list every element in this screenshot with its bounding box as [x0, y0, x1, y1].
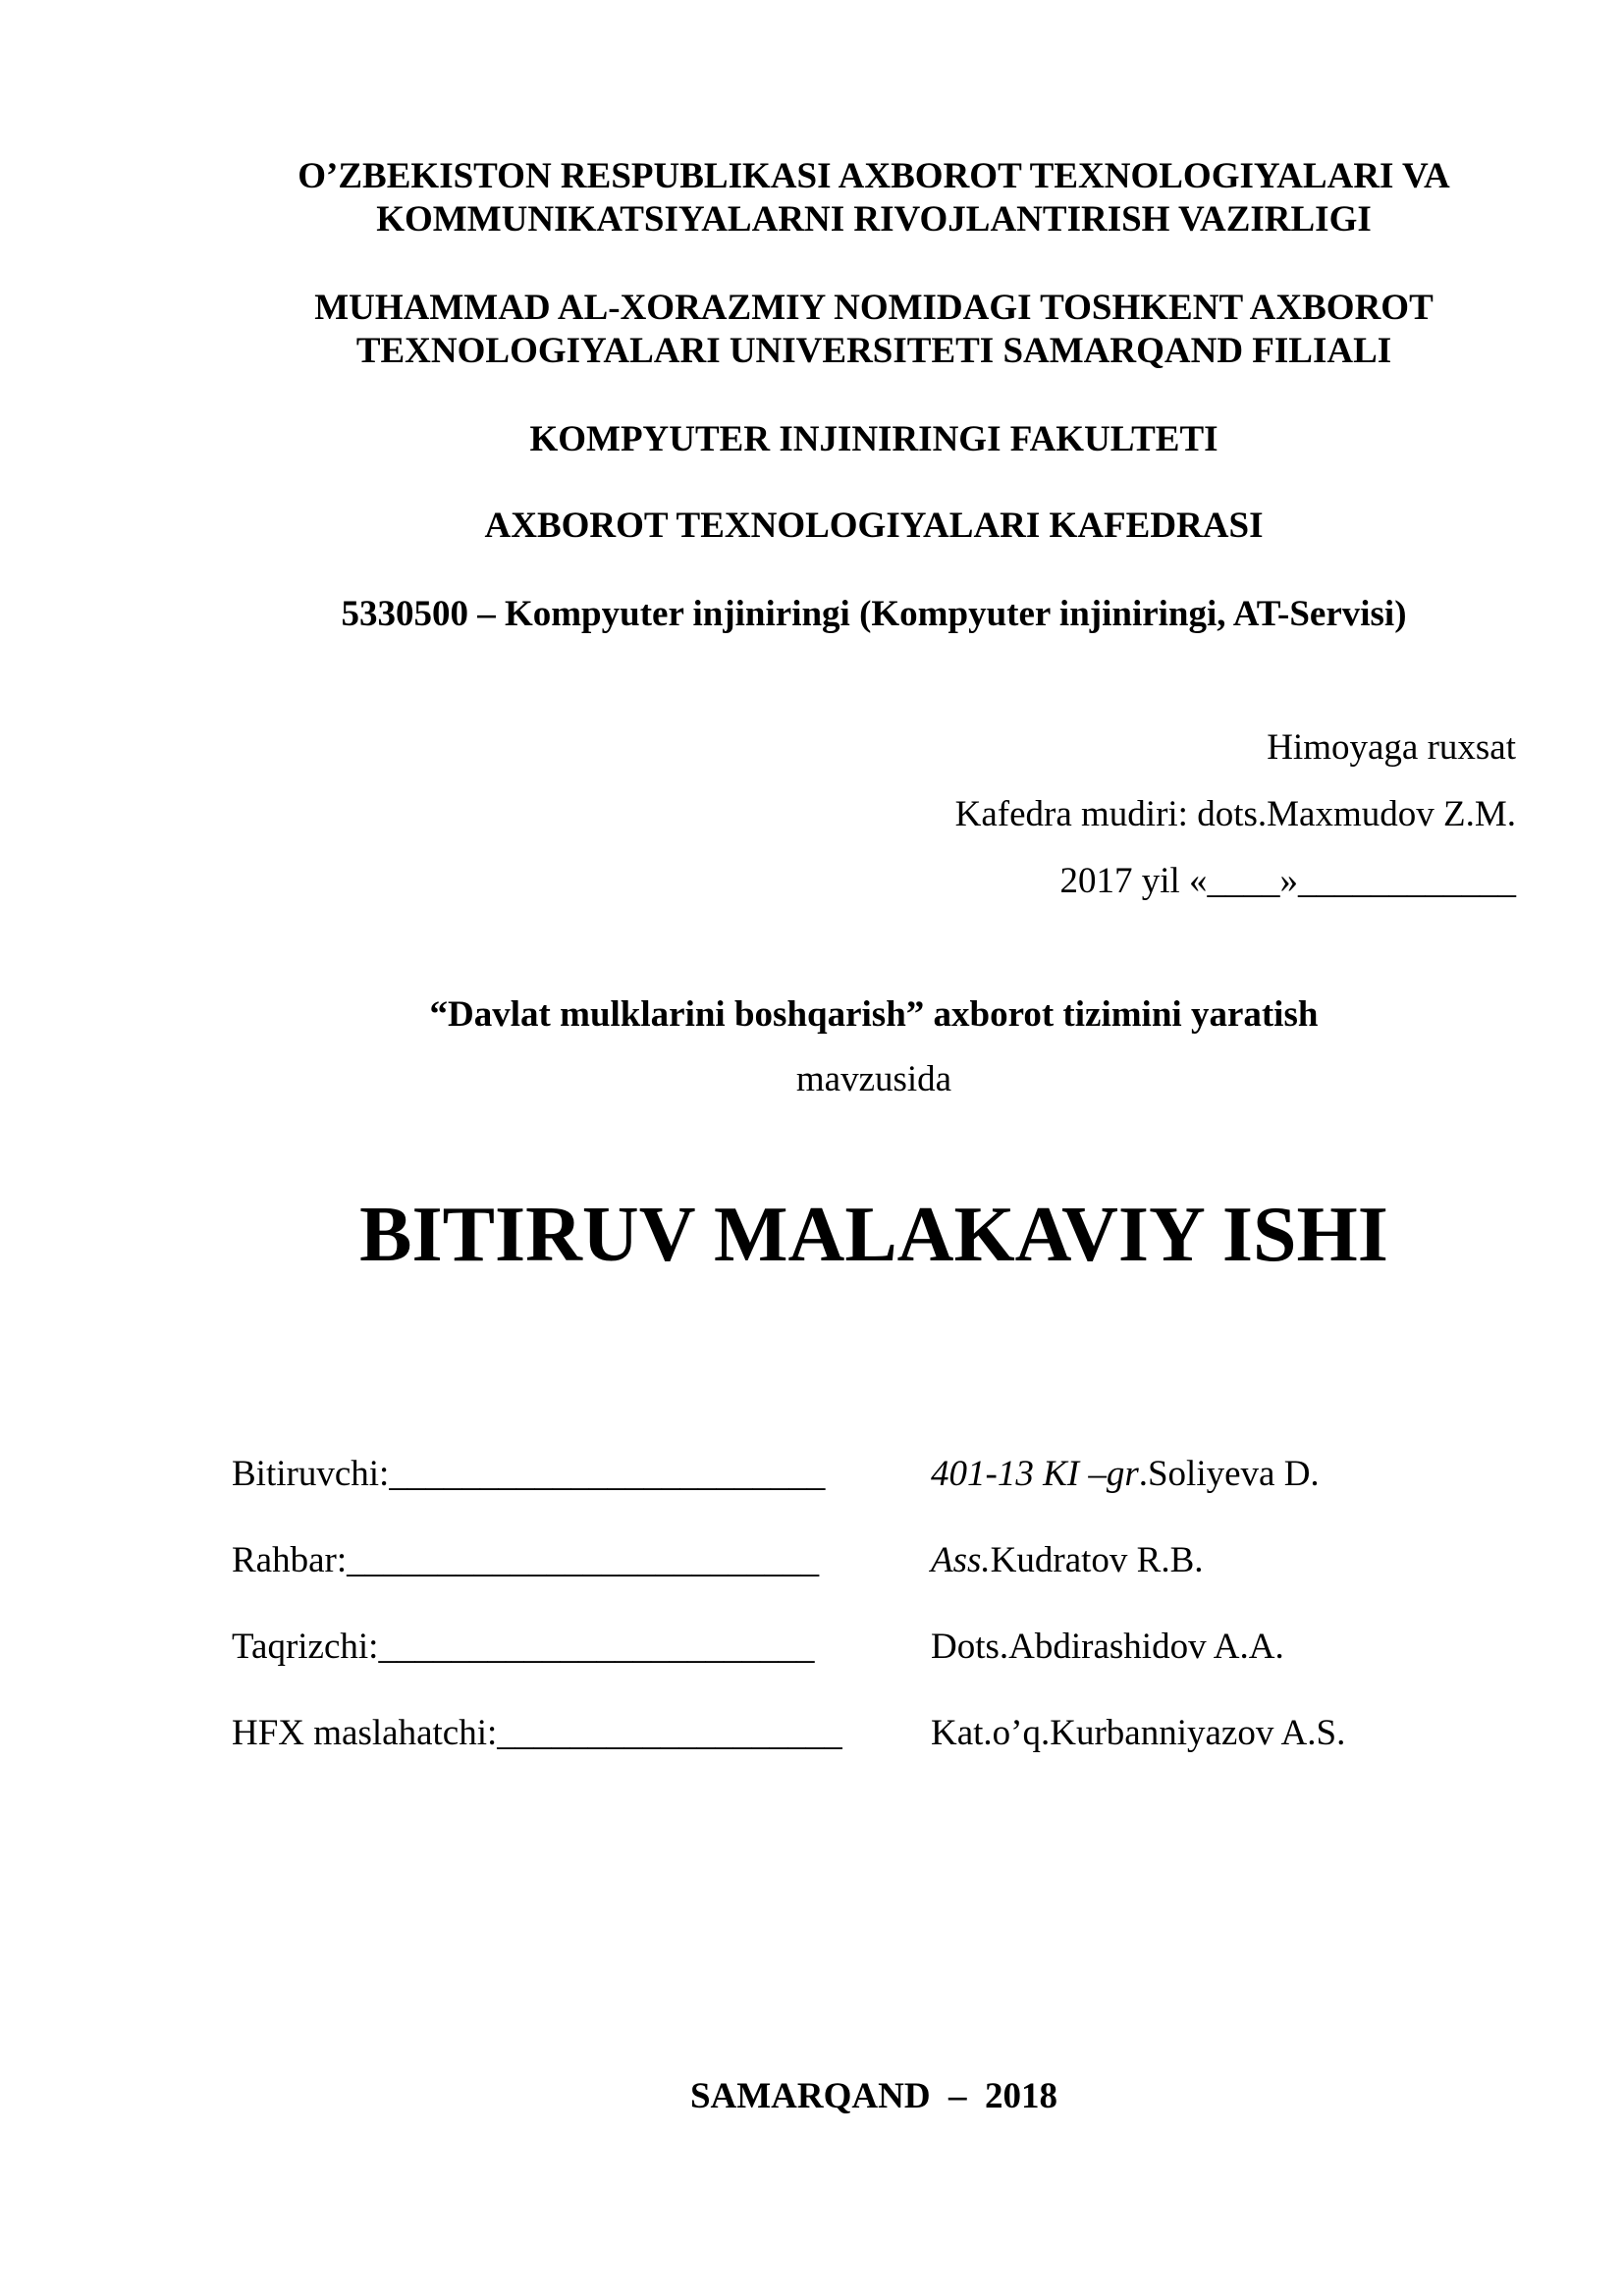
signature-row-reviewer: [232, 1626, 1430, 1712]
approval-head-of-department: Kafedra mudiri: dots.Maxmudov Z.M.: [954, 794, 1516, 834]
approval-date: 2017 yil «____»____________: [1059, 861, 1516, 901]
signature-row-supervisor: [232, 1539, 1430, 1626]
signature-name-italic: 401-13 KI –gr: [931, 1454, 1139, 1494]
signature-label: Rahbar:__________________________: [232, 1540, 820, 1580]
city-year-footer: SAMARQAND – 2018: [689, 2076, 1058, 2116]
signature-name-plain: Kat.o’q.Kurbanniyazov A.S.: [931, 1713, 1346, 1753]
signature-name: [931, 1539, 1204, 1582]
university-line-2: TEXNOLOGIYALARI UNIVERSITETI SAMARQAND FILIALI: [355, 331, 1392, 371]
document-type-title: BITIRUV MALAKAVIY ISHI: [359, 1192, 1388, 1278]
university-line-1: MUHAMMAD AL-XORAZMIY NOMIDAGI TOSHKENT AXBOROT: [314, 288, 1434, 328]
specialty-heading: 5330500 – Kompyuter injiniringi (Kompyuter injiniringi, AT-Servisi): [341, 594, 1407, 634]
ministry-line-2: KOMMUNIKATSIYALARNI RIVOJLANTIRISH VAZIRLIGI: [376, 199, 1372, 240]
approval-permission: Himoyaga ruxsat: [1267, 727, 1516, 768]
university-heading: [226, 287, 1522, 373]
signature-name-plain: .Soliyeva D.: [1138, 1454, 1320, 1494]
signature-label: Taqrizchi:________________________: [232, 1627, 815, 1667]
signature-name-plain: Kudratov R.B.: [990, 1540, 1204, 1580]
thesis-topic: “Davlat mulklarini boshqarish” axborot tizimini yaratish: [429, 994, 1319, 1035]
department-heading: AXBOROT TEXNOLOGIYALARI KAFEDRASI: [484, 506, 1264, 546]
signature-name-italic: Ass.: [931, 1540, 991, 1580]
signature-name: [931, 1712, 1345, 1755]
signature-list: [232, 1453, 1430, 1798]
signature-row-safety-consultant: [232, 1712, 1430, 1798]
signature-name: [931, 1626, 1284, 1669]
thesis-topic-suffix: mavzusida: [795, 1059, 952, 1099]
signature-row-graduate: [232, 1453, 1430, 1539]
signature-name-plain: Dots.Abdirashidov A.A.: [931, 1627, 1284, 1667]
signature-label: Bitiruvchi:________________________: [232, 1454, 826, 1494]
ministry-line-1: O’ZBEKISTON RESPUBLIKASI AXBOROT TEXNOLOGIYALARI VA: [298, 156, 1450, 196]
signature-name: [931, 1453, 1320, 1496]
signature-label: HFX maslahatchi:___________________: [232, 1713, 842, 1753]
ministry-heading: [226, 155, 1522, 241]
faculty-heading: KOMPYUTER INJINIRINGI FAKULTETI: [529, 419, 1218, 459]
